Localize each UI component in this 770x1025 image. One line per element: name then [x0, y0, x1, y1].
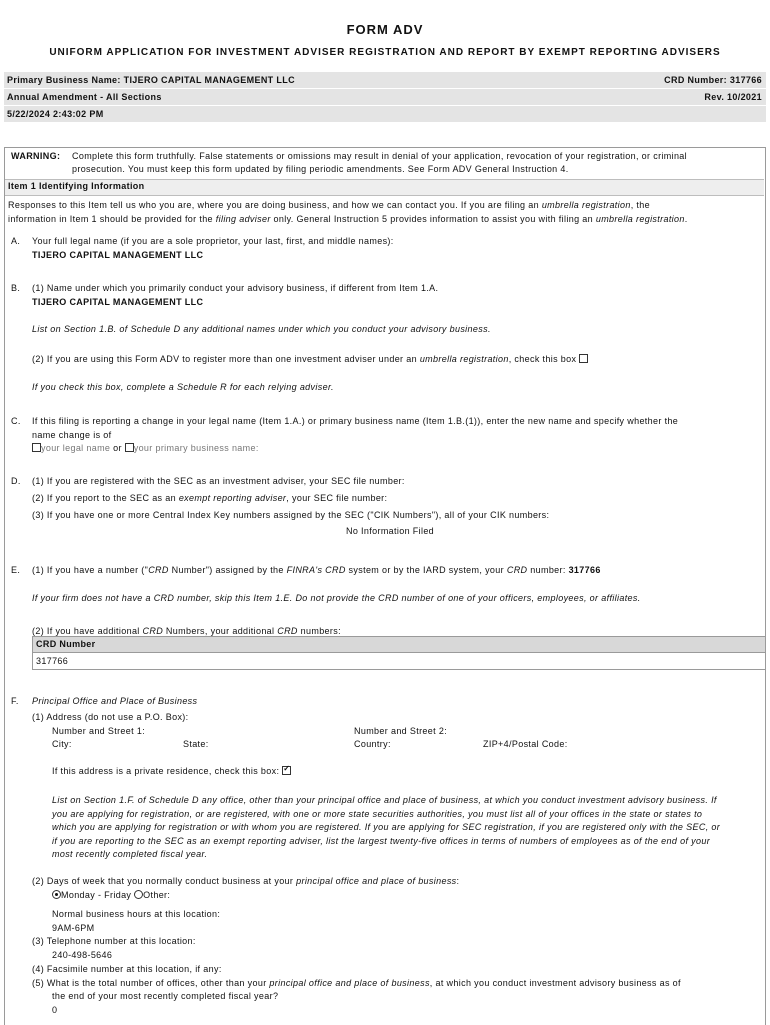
- item-a-letter: A.: [11, 236, 21, 246]
- item-d-question-2: (2) If you report to the SEC as an exempt reporting adviser, your SEC file number:: [32, 493, 388, 503]
- crd-table-row: 317766: [36, 656, 69, 666]
- warning-label: WARNING:: [11, 151, 61, 161]
- phone-label: (3) Telephone number at this location:: [32, 936, 196, 946]
- warning-line-2: prosecution. You must keep this form updated by filing periodic amendments. See Form ADV General Instruction 4.: [72, 164, 569, 174]
- form-subtitle: UNIFORM APPLICATION FOR INVESTMENT ADVISER REGISTRATION AND REPORT BY EXEMPT REPORTING ADVISERS: [49, 47, 721, 58]
- item-f-note-line: which you are applying for registration or with whom you are registered. If you are applying for SEC registration, if you are registered only with the SEC, or: [52, 822, 721, 833]
- fax-label: (4) Facsimile number at this location, if any:: [32, 964, 222, 974]
- item-e-crd-value: 317766: [568, 565, 601, 575]
- item1-intro-2: information in Item 1 should be provided for the filing adviser only. General Instruction 5 provides information to assist you with filing an umbrella registration.: [8, 214, 688, 224]
- item1-heading: Item 1 Identifying Information: [8, 181, 145, 191]
- item-c-line-1: If this filing is reporting a change in your legal name (Item 1.A.) or primary business name (Item 1.B.(1)), enter the new name and specify whether the: [32, 416, 679, 426]
- warning-line-1: Complete this form truthfully. False statements or omissions may result in denial of your application, revocation of your registration, or criminal: [72, 151, 688, 161]
- form-title: FORM ADV: [346, 22, 424, 37]
- business-name-checkbox[interactable]: [125, 443, 134, 452]
- item-c-options: your legal name or your primary business name:: [32, 443, 259, 453]
- monday-friday-radio[interactable]: [52, 890, 61, 899]
- days-options: Monday - Friday Other:: [52, 890, 170, 900]
- item-d-letter: D.: [11, 476, 21, 486]
- offices-question-line-2: the end of your most recently completed fiscal year?: [52, 991, 279, 1001]
- crd-table-header: CRD Number: [33, 637, 765, 653]
- crd-numbers-table: [32, 636, 766, 670]
- header-row-timestamp: [4, 106, 766, 122]
- business-name: Primary Business Name: TIJERO CAPITAL MANAGEMENT LLC: [7, 75, 295, 85]
- private-residence-row: If this address is a private residence, check this box: ✓: [52, 766, 291, 776]
- hours-label: Normal business hours at this location:: [52, 909, 221, 919]
- item-b-note-2: If you check this box, complete a Schedule R for each relying adviser.: [32, 382, 334, 392]
- country-label: Country:: [354, 739, 391, 749]
- umbrella-checkbox[interactable]: [579, 354, 588, 363]
- item-b-answer: TIJERO CAPITAL MANAGEMENT LLC: [32, 297, 204, 307]
- item-a-question: Your full legal name (if you are a sole proprietor, your last, first, and middle names):: [32, 236, 394, 246]
- header-row-amendment: [4, 89, 766, 105]
- legal-name-checkbox[interactable]: [32, 443, 41, 452]
- item1-intro-1: Responses to this Item tell us who you are, where you are doing business, and how we can contact you. If you are filing an umbrella registration, the: [8, 200, 650, 210]
- item-e-question-1: (1) If you have a number ("CRD Number") assigned by the FINRA's CRD system or by the IARD system, your CRD number: 317766: [32, 565, 601, 575]
- item-c-line-2: name change is of: [32, 430, 112, 440]
- item-f-note-line: if you are reporting to the SEC as an exempt reporting adviser, list the largest twenty-five offices in terms of numbers of employees as of the end of your: [52, 835, 711, 846]
- item-f-note: [52, 794, 764, 862]
- zip-label: ZIP+4/Postal Code:: [483, 739, 568, 749]
- amendment-type: Annual Amendment - All Sections: [7, 92, 162, 102]
- item-f-note-line: you are applying for registration, or are registered, with one or more state securities authorities, you must list all of your offices in the state or states to: [52, 808, 703, 819]
- offices-question: (5) What is the total number of offices, other than your principal office and place of business, at which you conduct investment advisory business as of: [32, 978, 681, 988]
- offices-value: 0: [52, 1005, 58, 1015]
- item-e-question-2: (2) If you have additional CRD Numbers, your additional CRD numbers:: [32, 626, 341, 636]
- item-e-note: If your firm does not have a CRD number, skip this Item 1.E. Do not provide the CRD number of one of your officers, employees, or affiliates.: [32, 593, 641, 603]
- phone-value: 240-498-5646: [52, 950, 113, 960]
- timestamp: 5/22/2024 2:43:02 PM: [7, 109, 104, 119]
- item-a-answer: TIJERO CAPITAL MANAGEMENT LLC: [32, 250, 204, 260]
- item-c-letter: C.: [11, 416, 21, 426]
- item-f-heading: Principal Office and Place of Business: [32, 696, 198, 706]
- item-d-question-1: (1) If you are registered with the SEC as an investment adviser, your SEC file number:: [32, 476, 405, 486]
- other-days-radio[interactable]: [134, 890, 143, 899]
- item-d-question-3: (3) If you have one or more Central Index Key numbers assigned by the SEC ("CIK Numbers"), all of your CIK numbers:: [32, 510, 550, 520]
- revision: Rev. 10/2021: [704, 92, 762, 102]
- item-f-note-line: most recently completed fiscal year.: [52, 849, 208, 860]
- hours-value: 9AM-6PM: [52, 923, 95, 933]
- item-f-note-line: List on Section 1.F. of Schedule D any office, other than your principal office and place of business, at which you conduct investment advisory business. If: [52, 795, 717, 805]
- city-label: City:: [52, 739, 72, 749]
- days-question: (2) Days of week that you normally conduct business at your principal office and place of business:: [32, 876, 460, 886]
- header-row-business: [4, 72, 766, 88]
- item-f-address-label: (1) Address (do not use a P.O. Box):: [32, 712, 189, 722]
- item-e-letter: E.: [11, 565, 21, 575]
- item-b-question-1: (1) Name under which you primarily conduct your advisory business, if different from Item 1.A.: [32, 283, 439, 293]
- private-residence-checkbox[interactable]: [282, 766, 291, 775]
- street-2-label: Number and Street 2:: [354, 726, 448, 736]
- item-f-letter: F.: [11, 696, 19, 706]
- street-1-label: Number and Street 1:: [52, 726, 146, 736]
- item-b-question-2: (2) If you are using this Form ADV to register more than one investment adviser under an umbrella registration, check this box: [32, 354, 588, 364]
- item-b-letter: B.: [11, 283, 21, 293]
- item-d-no-info: No Information Filed: [346, 526, 435, 536]
- crd-number: CRD Number: 317766: [664, 75, 762, 85]
- state-label: State:: [183, 739, 209, 749]
- item-b-note-1: List on Section 1.B. of Schedule D any additional names under which you conduct your advisory business.: [32, 324, 491, 334]
